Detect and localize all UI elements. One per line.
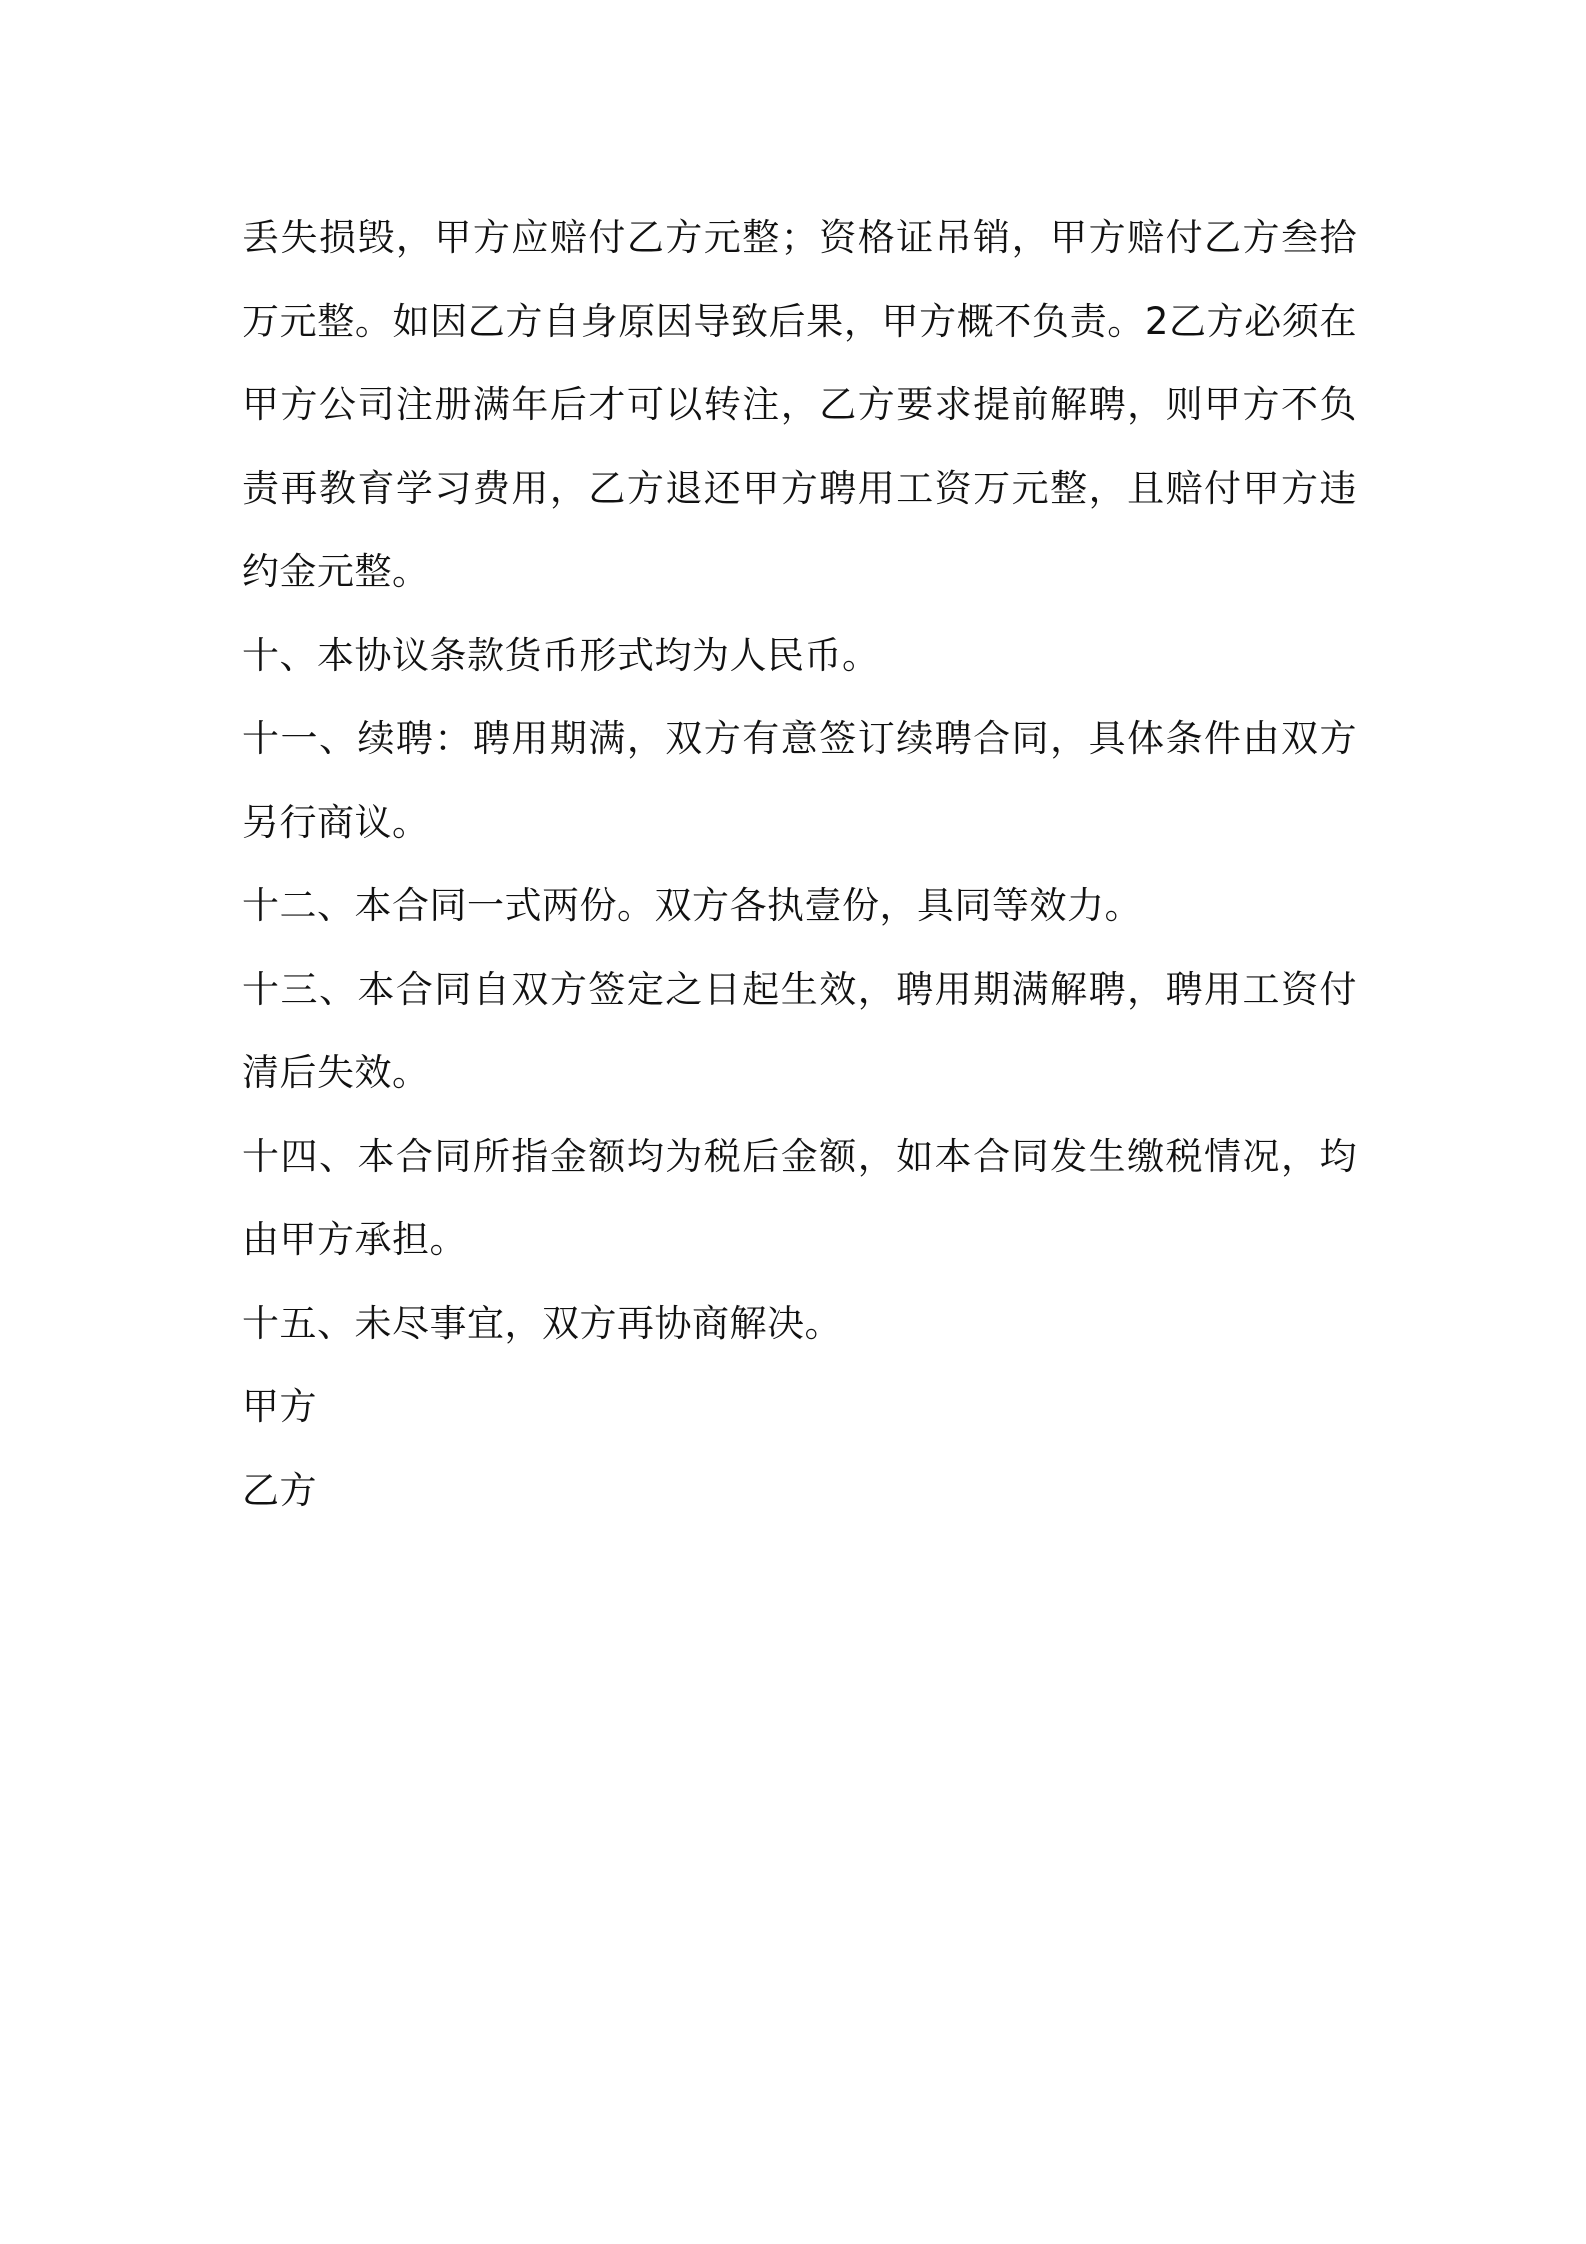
clause-15-other-matters: 十五、未尽事宜，双方再协商解决。 (242, 1301, 842, 1345)
signature-party-b: 乙方 (242, 1468, 317, 1512)
clause-14-tax: 十四、本合同所指金额均为税后金额，如本合同发生缴税情况，均由甲方承担。 (242, 1134, 1357, 1261)
clause-12-copies: 十二、本合同一式两份。双方各执壹份，具同等效力。 (242, 884, 1142, 927)
clause-11-renewal: 十一、续聘：聘用期满，双方有意签订续聘合同，具体条件由双方另行商议。 (242, 717, 1357, 844)
clause-10-currency: 十、本协议条款货币形式均为人民币。 (242, 633, 880, 677)
document-body (242, 196, 1357, 1532)
clause-13-effective-date: 十三、本合同自双方签定之日起生效，聘用期满解聘，聘用工资付清后失效。 (242, 967, 1357, 1094)
signature-party-a: 甲方 (242, 1385, 317, 1428)
paragraph-compensation-terms: 丢失损毁，甲方应赔付乙方元整；资格证吊销，甲方赔付乙方叁拾万元整。如因乙方自身原因导致后果，甲方概不负责。2乙方必须在甲方公司注册满年后才可以转注，乙方要求提前解聘，则甲方不负责再教育学习费用，乙方退还甲方聘用工资万元整，且赔付甲方违约金元整。 (242, 216, 1357, 593)
